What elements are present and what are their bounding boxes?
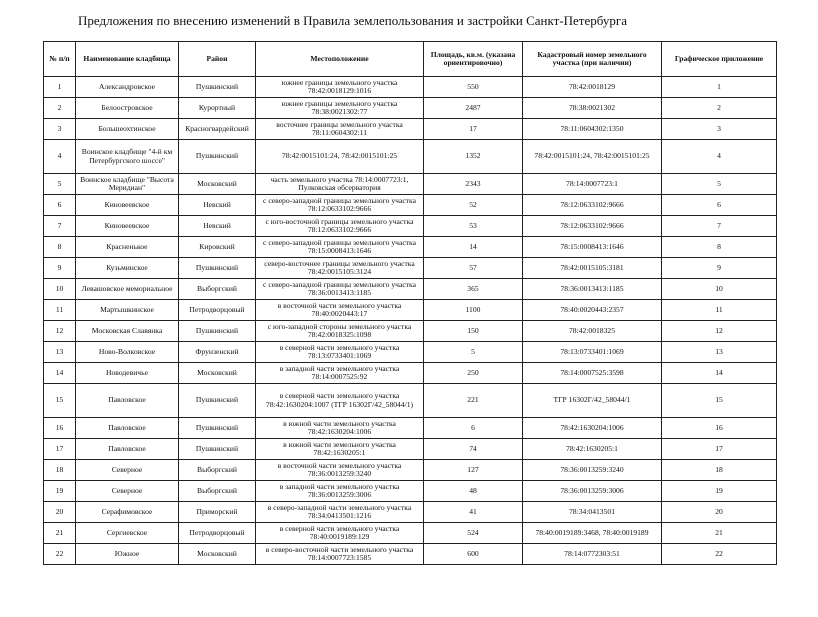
area-cell: 127 [424,460,523,481]
district-cell: Пушкинский [179,77,256,98]
table-row [44,363,777,384]
district-cell: Невский [179,216,256,237]
location-cell: с северо-западной границы земельного участка 78:36:0013413:1185 [256,279,424,300]
cemetery-name-cell: Павловское [76,418,179,439]
cadastral-number-cell: 78:11:0604302:1350 [523,119,662,140]
table-row [44,523,777,544]
appendix-number-cell: 15 [662,384,777,418]
appendix-number-cell: 11 [662,300,777,321]
row-number-cell: 14 [44,363,76,384]
location-cell: 78:42:0015101:24, 78:42:0015101:25 [256,140,424,174]
row-number-cell: 3 [44,119,76,140]
header-name: Наименование кладбища [76,42,179,77]
location-cell: с юго-восточной границы земельного участка 78:12:0633102:9666 [256,216,424,237]
table-row [44,502,777,523]
area-cell: 41 [424,502,523,523]
area-cell: 5 [424,342,523,363]
location-cell: южнее границы земельного участка 78:38:0021302:77 [256,98,424,119]
location-cell: с северо-западной границы земельного участка 78:12:0633102:9666 [256,195,424,216]
table-row [44,342,777,363]
cemetery-name-cell: Воинское кладбище "Высота Меридиан" [76,174,179,195]
row-number-cell: 21 [44,523,76,544]
row-number-cell: 20 [44,502,76,523]
cemetery-name-cell: Александровское [76,77,179,98]
district-cell: Пушкинский [179,439,256,460]
table-row [44,77,777,98]
cemetery-name-cell: Серафимовское [76,502,179,523]
cadastral-number-cell: 78:40:0019189:3468, 78:40:0019189 [523,523,662,544]
district-cell: Московский [179,544,256,565]
header-cadastral: Кадастровый номер земельного участка (при наличии) [523,42,662,77]
appendix-number-cell: 6 [662,195,777,216]
row-number-cell: 13 [44,342,76,363]
row-number-cell: 12 [44,321,76,342]
cadastral-number-cell: 78:42:0018129 [523,77,662,98]
cemetery-name-cell: Северное [76,460,179,481]
row-number-cell: 11 [44,300,76,321]
location-cell: в северной части земельного участка 78:13:0733401:1069 [256,342,424,363]
appendix-number-cell: 4 [662,140,777,174]
district-cell: Пушкинский [179,384,256,418]
cemetery-name-cell: Красненькое [76,237,179,258]
table-header-row [44,42,777,77]
table-row [44,439,777,460]
appendix-number-cell: 22 [662,544,777,565]
appendix-number-cell: 13 [662,342,777,363]
area-cell: 52 [424,195,523,216]
area-cell: 1352 [424,140,523,174]
row-number-cell: 16 [44,418,76,439]
location-cell: часть земельного участка 78:14:0007723:1, Пулковская обсерватория [256,174,424,195]
area-cell: 57 [424,258,523,279]
table-row [44,216,777,237]
table-row [44,98,777,119]
location-cell: в северной части земельного участка 78:42:1630204:1007 (ТГР 16302Г/42_58044/1) [256,384,424,418]
location-cell: южнее границы земельного участка 78:42:0018129:1016 [256,77,424,98]
row-number-cell: 18 [44,460,76,481]
table-row [44,460,777,481]
row-number-cell: 2 [44,98,76,119]
appendix-number-cell: 3 [662,119,777,140]
cemetery-name-cell: Мартышкинское [76,300,179,321]
appendix-number-cell: 9 [662,258,777,279]
table-row [44,300,777,321]
row-number-cell: 9 [44,258,76,279]
location-cell: в западной части земельного участка 78:14:0007525:92 [256,363,424,384]
cadastral-number-cell: 78:42:0015105:3181 [523,258,662,279]
location-cell: восточнее границы земельного участка 78:11:0604302:11 [256,119,424,140]
district-cell: Московский [179,363,256,384]
appendix-number-cell: 17 [662,439,777,460]
cemetery-name-cell: Большеохтинское [76,119,179,140]
table-row [44,544,777,565]
district-cell: Кировский [179,237,256,258]
row-number-cell: 19 [44,481,76,502]
cadastral-number-cell: ТГР 16302Г/42_58044/1 [523,384,662,418]
row-number-cell: 17 [44,439,76,460]
cadastral-number-cell: 78:36:0013259:3006 [523,481,662,502]
appendix-number-cell: 5 [662,174,777,195]
area-cell: 6 [424,418,523,439]
cadastral-number-cell: 78:15:0008413:1646 [523,237,662,258]
appendix-number-cell: 10 [662,279,777,300]
appendix-number-cell: 16 [662,418,777,439]
district-cell: Петродворцовый [179,523,256,544]
area-cell: 14 [424,237,523,258]
location-cell: в западной части земельного участка 78:36:0013259:3006 [256,481,424,502]
location-cell: в северо-восточной части земельного участка 78:14:0007723:1585 [256,544,424,565]
cadastral-number-cell: 78:34:0413501 [523,502,662,523]
area-cell: 250 [424,363,523,384]
row-number-cell: 7 [44,216,76,237]
row-number-cell: 6 [44,195,76,216]
district-cell: Пушкинский [179,418,256,439]
area-cell: 365 [424,279,523,300]
cemetery-name-cell: Новодевичье [76,363,179,384]
area-cell: 53 [424,216,523,237]
cemetery-name-cell: Сергиевское [76,523,179,544]
cemetery-name-cell: Северное [76,481,179,502]
cemetery-name-cell: Павловское [76,384,179,418]
table-row [44,481,777,502]
location-cell: в восточной части земельного участка 78:40:0020443:17 [256,300,424,321]
district-cell: Курортный [179,98,256,119]
cadastral-number-cell: 78:40:0020443:2357 [523,300,662,321]
area-cell: 600 [424,544,523,565]
cadastral-number-cell: 78:13:0733401:1069 [523,342,662,363]
district-cell: Московский [179,174,256,195]
appendix-number-cell: 14 [662,363,777,384]
cadastral-number-cell: 78:42:0015101:24, 78:42:0015101:25 [523,140,662,174]
district-cell: Выборгский [179,460,256,481]
district-cell: Петродворцовый [179,300,256,321]
cadastral-number-cell: 78:12:0633102:9666 [523,216,662,237]
location-cell: с северо-западной границы земельного участка 78:15:0008413:1646 [256,237,424,258]
header-district: Район [179,42,256,77]
district-cell: Красногвардейский [179,119,256,140]
table-row [44,140,777,174]
table-row [44,237,777,258]
area-cell: 524 [424,523,523,544]
row-number-cell: 5 [44,174,76,195]
cemetery-name-cell: Воинское кладбище "4-й км Петербургского шоссе" [76,140,179,174]
cadastral-number-cell: 78:42:1630205:1 [523,439,662,460]
district-cell: Выборгский [179,279,256,300]
row-number-cell: 22 [44,544,76,565]
area-cell: 2343 [424,174,523,195]
location-cell: в южной части земельного участка 78:42:1630205:1 [256,439,424,460]
table-body [44,77,777,565]
area-cell: 1100 [424,300,523,321]
cadastral-number-cell: 78:38:0021302 [523,98,662,119]
cemetery-name-cell: Павловское [76,439,179,460]
appendix-number-cell: 20 [662,502,777,523]
appendix-number-cell: 18 [662,460,777,481]
header-number: № п/п [44,42,76,77]
appendix-number-cell: 8 [662,237,777,258]
cadastral-number-cell: 78:12:0633102:9666 [523,195,662,216]
area-cell: 17 [424,119,523,140]
area-cell: 48 [424,481,523,502]
cadastral-number-cell: 78:42:0018325 [523,321,662,342]
row-number-cell: 15 [44,384,76,418]
district-cell: Выборгский [179,481,256,502]
table-row [44,418,777,439]
cemetery-name-cell: Левашовское мемориальное [76,279,179,300]
row-number-cell: 8 [44,237,76,258]
area-cell: 221 [424,384,523,418]
location-cell: в северо-западной части земельного участка 78:34:0413501:1216 [256,502,424,523]
cemetery-name-cell: Белоостровское [76,98,179,119]
table-row [44,195,777,216]
document-title: Предложения по внесению изменений в Правила землепользования и застройки Санкт-Петербурга [78,13,627,28]
cemetery-name-cell: Киновеевское [76,195,179,216]
table-row [44,119,777,140]
row-number-cell: 4 [44,140,76,174]
table-row [44,258,777,279]
district-cell: Невский [179,195,256,216]
area-cell: 2487 [424,98,523,119]
header-appendix: Графическое приложение [662,42,777,77]
appendix-number-cell: 7 [662,216,777,237]
district-cell: Пушкинский [179,321,256,342]
cadastral-number-cell: 78:36:0013259:3240 [523,460,662,481]
location-cell: северо-восточнее границы земельного участка 78:42:0015105:3124 [256,258,424,279]
district-cell: Пушкинский [179,258,256,279]
header-location: Местоположение [256,42,424,77]
cemetery-name-cell: Кузьминское [76,258,179,279]
header-area: Площадь, кв.м. (указана ориентировочно) [424,42,523,77]
row-number-cell: 10 [44,279,76,300]
cemetery-table [43,41,777,565]
cadastral-number-cell: 78:14:0007723:1 [523,174,662,195]
cadastral-number-cell: 78:36:0013413:1185 [523,279,662,300]
appendix-number-cell: 19 [662,481,777,502]
appendix-number-cell: 2 [662,98,777,119]
table-row [44,384,777,418]
cadastral-number-cell: 78:14:0772303:51 [523,544,662,565]
cemetery-name-cell: Южное [76,544,179,565]
location-cell: в южной части земельного участка 78:42:1630204:1006 [256,418,424,439]
location-cell: в восточной части земельного участка 78:36:0013259:3240 [256,460,424,481]
table-row [44,321,777,342]
table-row [44,174,777,195]
area-cell: 74 [424,439,523,460]
district-cell: Пушкинский [179,140,256,174]
district-cell: Фрунзенский [179,342,256,363]
cemetery-name-cell: Киновеевское [76,216,179,237]
appendix-number-cell: 12 [662,321,777,342]
row-number-cell: 1 [44,77,76,98]
appendix-number-cell: 21 [662,523,777,544]
area-cell: 150 [424,321,523,342]
cemetery-name-cell: Московская Славянка [76,321,179,342]
location-cell: с юго-западной стороны земельного участка 78:42:0018325:1098 [256,321,424,342]
cadastral-number-cell: 78:42:1630204:1006 [523,418,662,439]
location-cell: в северной части земельного участка 78:40:0019189:129 [256,523,424,544]
cadastral-number-cell: 78:14:0007525:3598 [523,363,662,384]
area-cell: 550 [424,77,523,98]
cemetery-name-cell: Ново-Волковское [76,342,179,363]
table-row [44,279,777,300]
district-cell: Приморский [179,502,256,523]
appendix-number-cell: 1 [662,77,777,98]
